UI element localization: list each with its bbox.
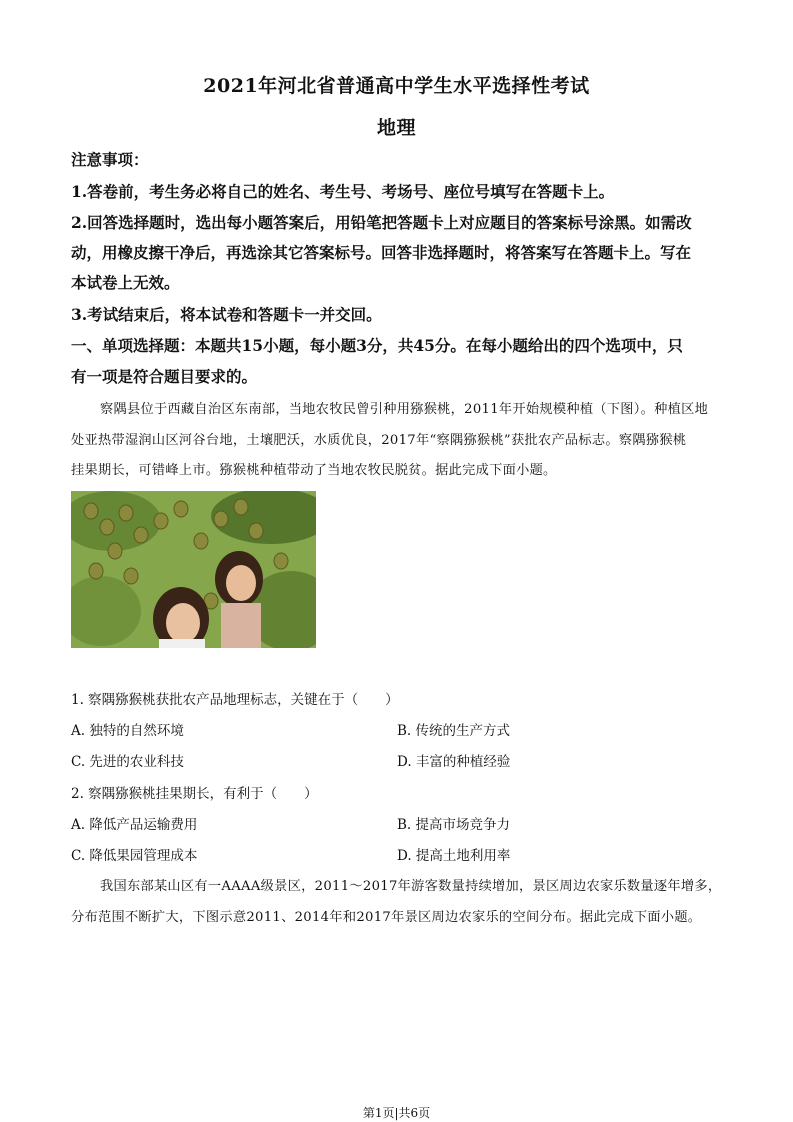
question-2-stem: 2. 察隅猕猴桃挂果期长，有利于（ ） bbox=[71, 786, 318, 802]
notice-item-2-line-1: 2.回答选择题时，选出每小题答案后，用铅笔把答题卡上对应题目的答案标号涂黑。如需改 bbox=[71, 213, 692, 232]
page-number: 第1页|共6页 bbox=[362, 1106, 431, 1120]
section-heading-line-1: 一、单项选择题：本题共15小题，每小题3分，共45分。在每小题给出的四个选项中，只 bbox=[71, 336, 683, 355]
question-1-option-b: B. 传统的生产方式 bbox=[397, 723, 511, 739]
question-2-option-a: A. 降低产品运输费用 bbox=[71, 817, 198, 833]
passage-2-line-2: 分布范围不断扩大，下图示意2011、2014年和2017年景区周边农家乐的空间分布。据此完成下面小题。 bbox=[71, 910, 702, 925]
passage-2-line-1: 我国东部某山区有一AAAA级景区，2011～2017年游客数量持续增加，景区周边农家乐数量逐年增多， bbox=[100, 879, 722, 894]
question-2-option-c: C. 降低果园管理成本 bbox=[71, 848, 198, 864]
notice-heading: 注意事项： bbox=[71, 150, 149, 169]
notice-item-2-line-3: 本试卷上无效。 bbox=[71, 273, 180, 292]
notice-item-3: 3.考试结束后，将本试卷和答题卡一并交回。 bbox=[71, 305, 382, 324]
passage-1-line-2: 处亚热带湿润山区河谷台地，土壤肥沃，水质优良，2017年“察隅猕猴桃”获批农产品标志。察隅猕猴桃 bbox=[71, 433, 687, 448]
question-1-option-d: D. 丰富的种植经验 bbox=[397, 754, 511, 770]
exam-title: 2021年河北省普通高中学生水平选择性考试 bbox=[203, 75, 590, 97]
kiwifruit-harvest-photo bbox=[71, 491, 316, 648]
question-1-option-a: A. 独特的自然环境 bbox=[71, 723, 184, 739]
kiwifruit-photo-illustration bbox=[71, 491, 316, 648]
question-1-stem: 1. 察隅猕猴桃获批农产品地理标志，关键在于（ ） bbox=[71, 692, 399, 708]
question-2-option-d: D. 提高土地利用率 bbox=[397, 848, 511, 864]
section-heading-line-2: 有一项是符合题目要求的。 bbox=[71, 367, 258, 386]
subject-title: 地理 bbox=[376, 117, 416, 139]
question-1-option-c: C. 先进的农业科技 bbox=[71, 754, 184, 770]
notice-item-1: 1.答卷前，考生务必将自己的姓名、考生号、考场号、座位号填写在答题卡上。 bbox=[71, 182, 615, 201]
question-2-option-b: B. 提高市场竞争力 bbox=[397, 817, 511, 833]
passage-1-line-1: 察隅县位于西藏自治区东南部，当地农牧民曾引种用猕猴桃，2011年开始规模种植（下图）。种植区地 bbox=[100, 402, 709, 417]
passage-1-line-3: 挂果期长，可错峰上市。猕猴桃种植带动了当地农牧民脱贫。据此完成下面小题。 bbox=[71, 463, 557, 478]
notice-item-2-line-2: 动，用橡皮擦干净后，再选涂其它答案标号。回答非选择题时，将答案写在答题卡上。写在 bbox=[71, 243, 692, 262]
